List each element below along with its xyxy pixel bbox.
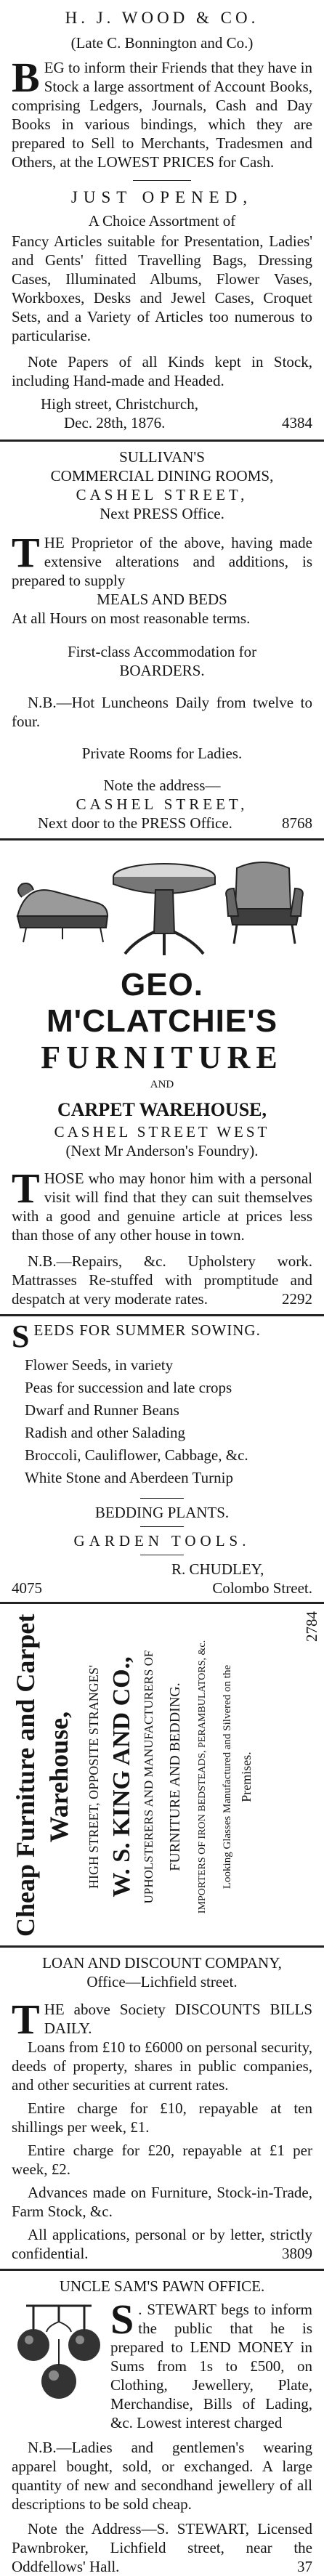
wood-body-text: EG to inform their Friends that they have in Stock a large assortment of Account Books, comprising Ledgers, Journals, Cash and Day Books in various bindings, which they are prepared to Sell to Merchants, Tradesmen and Others, at the LOWEST PRICES for Cash.	[12, 59, 312, 171]
king-col4: W. S. KING AND CO.,	[108, 1656, 135, 1897]
sullivan-body-text: HE Proprietor of the above, having made extensive alterations and additions, is prepared to supply	[12, 534, 312, 589]
wood-number: 4384	[282, 414, 312, 432]
sullivan-title: SULLIVAN'S	[119, 448, 205, 466]
armchair-illustration	[226, 862, 303, 944]
mclatchie-carpet: CARPET WAREHOUSE,	[57, 1099, 267, 1120]
wood-address: High street, Christchurch,	[41, 395, 198, 413]
loan-office: Office—Lichfield street.	[86, 1973, 238, 1990]
wood-title: H. J. WOOD & CO.	[65, 9, 259, 27]
wood-date: Dec. 28th, 1876.	[64, 414, 166, 432]
mclatchie-title: GEO. M'CLATCHIE'S	[46, 967, 278, 1039]
wood-subtitle: (Late C. Bonnington and Co.)	[70, 34, 254, 52]
wood-advertisement	[0, 0, 324, 432]
pawn-body	[12, 2296, 312, 2432]
chaise-longue-illustration	[17, 883, 108, 942]
pawn-number: 37	[297, 2558, 312, 2575]
king-advertisement	[0, 1604, 324, 1945]
sullivan-note-addr: Note the address—	[103, 777, 221, 794]
mclatchie-near: (Next Mr Anderson's Foundry).	[65, 1142, 259, 1159]
sullivan-nb: N.B.—Hot Luncheons Daily from twelve to four.	[12, 694, 312, 730]
loan-body-text: HE above Society DISCOUNTS BILLS DAILY.	[44, 2001, 312, 2037]
sullivan-next: Next PRESS Office.	[100, 505, 224, 522]
seed-item: Radish and other Salading	[25, 1424, 186, 1441]
seed-item: Peas for succession and late crops	[25, 1379, 232, 1396]
chudley-title: EEDS FOR SUMMER SOWING.	[33, 1321, 261, 1339]
chudley-garden: GARDEN TOOLS.	[73, 1532, 251, 1550]
seed-item: Flower Seeds, in variety	[25, 1356, 174, 1374]
sullivan-number: 8768	[282, 814, 312, 832]
chudley-number: 4075	[12, 1579, 42, 1597]
sullivan-body	[12, 529, 312, 590]
mclatchie-street: CASHEL STREET WEST	[54, 1123, 270, 1141]
sullivan-boarders: BOARDERS.	[119, 662, 205, 679]
wood-note: Note Papers of all Kinds kept in Stock, including Hand-made and Headed.	[12, 353, 312, 389]
pawn-nb: N.B.—Ladies and gentlemen's wearing apparel bought, sold, or exchanged. A large quantity of new and secondhand jewellery of all descriptions to be sold cheap.	[12, 2439, 312, 2513]
pawn-body-text: . STEWART begs to inform the public that he is prepared to LEND MONEY in Sums from 1s to £500, on Clothing, Jewellery, Plate, Merchandise, Bills of Lading, &c. Lowest interest charged	[110, 2301, 312, 2431]
loan-dropcap: T	[12, 1996, 40, 2043]
king-col2: Warehouse,	[44, 1711, 73, 1843]
sullivan-street: CASHEL STREET,	[76, 486, 248, 503]
mclatchie-furniture: FURNITURE	[41, 1040, 283, 1075]
mclatchie-advertisement	[0, 841, 324, 1308]
sullivan-addr-next: Next door to the PRESS Office.	[38, 814, 232, 832]
king-col1: Cheap Furniture and Carpet	[11, 1613, 40, 1937]
mclatchie-nb: N.B.—Repairs, &c. Upholstery work. Mattrasses Re-stuffed with promptitude and despatch at very moderate rates.	[12, 1252, 312, 1308]
seed-item: Dwarf and Runner Beans	[25, 1401, 179, 1419]
sullivan-firstclass: First-class Accommodation for	[67, 643, 257, 660]
sullivan-dropcap: T	[12, 529, 40, 576]
round-table-illustration	[113, 864, 215, 955]
chudley-bedding: BEDDING PLANTS.	[94, 1504, 230, 1521]
pawnbroker-balls-icon	[12, 2300, 106, 2409]
wood-opened: JUST OPENED,	[70, 188, 254, 206]
mclatchie-and: AND	[150, 1079, 174, 1090]
divider	[140, 1526, 184, 1527]
pawn-advertisement	[0, 2271, 324, 2576]
pawn-note: Note the Address—S. STEWART, Licensed Pawnbroker, Lichfield street, near the Oddfellows' Hall.	[12, 2520, 312, 2575]
chudley-address: Colombo Street.	[212, 1579, 312, 1597]
divider	[140, 1498, 184, 1499]
king-col5: UPHOLSTERERS AND MANUFACTURERS OF	[142, 1650, 155, 1904]
pawn-dropcap: S	[110, 2296, 134, 2343]
wood-articles: Fancy Articles suitable for Presentation, Ladies' and Gents' fitted Travelling Bags, Dressing Cases, Illuminated Albums, Flower Vases, Workboxes, Desks and Jewel Cases, Croquet Sets, and a Variety of Articles too numerous to particularise.	[12, 232, 312, 344]
sullivan-subtitle: COMMERCIAL DINING ROOMS,	[50, 467, 274, 485]
seed-item: Broccoli, Cauliflower, Cabbage, &c.	[25, 1446, 248, 1464]
loan-title: LOAN AND DISCOUNT COMPANY,	[42, 1954, 282, 1972]
mclatchie-body-text: HOSE who may honor him with a personal visit will find that they can suit themselves with a good and genuine article at prices less than those of any other house in town.	[12, 1170, 312, 1244]
sullivan-hours: At all Hours on most reasonable terms.	[12, 609, 251, 627]
king-col6: FURNITURE AND BEDDING.	[167, 1682, 183, 1871]
pawn-title: UNCLE SAM'S PAWN OFFICE.	[59, 2277, 265, 2295]
divider	[133, 180, 191, 181]
sullivan-meals: MEALS AND BEDS	[97, 591, 227, 608]
king-col9: Premises.	[239, 1751, 254, 1802]
seed-list	[12, 1354, 312, 1489]
king-col7: IMPORTERS OF IRON BEDSTEADS, PERAMBULATORS, &c.	[197, 1640, 208, 1914]
loan-advertisement	[0, 1948, 324, 2263]
mclatchie-body	[12, 1165, 312, 1244]
chudley-dropcap: S	[12, 1319, 30, 1354]
sullivan-advertisement	[0, 442, 324, 833]
wood-dropcap: B	[12, 54, 40, 101]
loan-number: 3809	[282, 2245, 312, 2262]
loan-body	[12, 1996, 312, 2043]
king-number: 2784	[303, 1611, 320, 1642]
chudley-advertisement	[0, 1316, 324, 1597]
king-col8: Looking Glasses Manufactured and Silvered on the	[222, 1664, 233, 1890]
loan-charge2: Entire charge for £20, repayable at £1 per week, £2.	[12, 2142, 312, 2178]
chudley-name: R. CHUDLEY,	[171, 1560, 264, 1578]
king-rotated-block	[0, 1604, 324, 1945]
wood-choice: A Choice Assortment of	[88, 212, 236, 230]
mclatchie-number: 2292	[282, 1290, 312, 1308]
sullivan-private: Private Rooms for Ladies.	[81, 745, 243, 762]
furniture-engraving	[12, 846, 312, 963]
loan-applications: All applications, personal or by letter, strictly confidential.	[12, 2226, 312, 2262]
sullivan-addr-street: CASHEL STREET,	[76, 795, 248, 813]
loan-charge1: Entire charge for £10, repayable at ten shillings per week, £1.	[12, 2099, 312, 2136]
loan-advances: Advances made on Furniture, Stock-in-Trade, Farm Stock, &c.	[12, 2184, 312, 2220]
loan-loans: Loans from £10 to £6000 on personal security, deeds of property, shares in public companies, and other securities at current rates.	[12, 2038, 312, 2094]
seed-item: White Stone and Aberdeen Turnip	[25, 1469, 233, 1486]
mclatchie-dropcap: T	[12, 1165, 40, 1212]
king-col3: HIGH STREET, OPPOSITE STRANGES'	[86, 1665, 101, 1889]
wood-body	[12, 54, 312, 171]
